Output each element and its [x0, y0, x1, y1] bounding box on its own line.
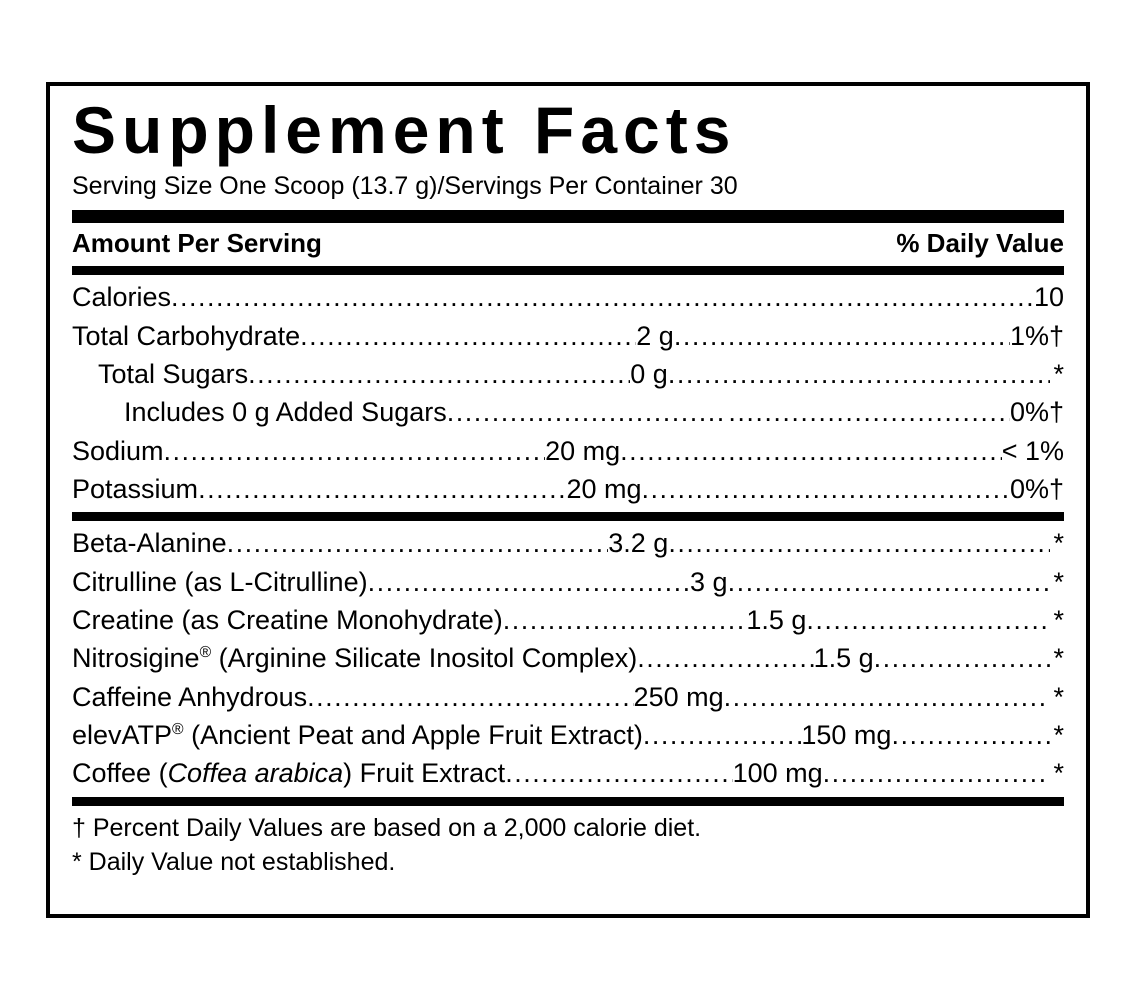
- leader-dots: [728, 563, 1050, 601]
- row-amount: 150 mg: [801, 719, 892, 750]
- leader-dots: [307, 678, 633, 716]
- row-daily-value: 1%†: [1009, 320, 1064, 351]
- leader-dots: [505, 754, 732, 792]
- leader-dots: [620, 432, 1002, 470]
- row-daily-value: *: [1053, 719, 1064, 750]
- leader-dots: [368, 563, 690, 601]
- leader-dots: [171, 278, 1034, 316]
- ingredient-rows: [72, 521, 1064, 792]
- row-daily-value: 0%†: [1009, 473, 1064, 504]
- row-daily-value: *: [1053, 528, 1064, 559]
- row-nutrient-name: Sodium: [72, 435, 164, 466]
- leader-dots: [300, 317, 636, 355]
- leader-dots: [874, 639, 1050, 677]
- table-row: [72, 524, 1064, 562]
- table-row: [72, 601, 1064, 639]
- table-row: [72, 278, 1064, 316]
- row-daily-value: *: [1053, 681, 1064, 712]
- table-row: [72, 639, 1064, 677]
- row-amount: 250 mg: [633, 681, 724, 712]
- table-row: [72, 393, 1064, 431]
- serving-size-line: Serving Size One Scoop (13.7 g)/Servings Per Container 30: [72, 172, 738, 201]
- leader-dots: [724, 678, 1050, 716]
- row-nutrient-name: Calories: [72, 282, 172, 313]
- leader-dots: [637, 639, 813, 677]
- footnote-line: * Daily Value not established.: [72, 847, 396, 876]
- footnotes: [72, 806, 1064, 879]
- row-nutrient-name: Total Carbohydrate: [72, 320, 301, 351]
- amount-per-serving-label: Amount Per Serving: [72, 228, 322, 259]
- leader-dots: [643, 716, 802, 754]
- row-nutrient-name: Nitrosigine® (Arginine Silicate Inositol Complex): [72, 643, 638, 674]
- table-row: [72, 317, 1064, 355]
- table-row: [72, 432, 1064, 470]
- row-nutrient-name: Includes 0 g Added Sugars: [124, 397, 447, 428]
- row-daily-value: < 1%: [1001, 435, 1064, 466]
- nutrition-rows: [72, 275, 1064, 508]
- row-nutrient-name: Caffeine Anhydrous: [72, 681, 308, 712]
- row-amount: 1.5 g: [746, 604, 807, 635]
- row-amount: 3 g: [690, 566, 728, 597]
- row-daily-value: *: [1053, 758, 1064, 789]
- table-row: [72, 678, 1064, 716]
- table-row: [72, 355, 1064, 393]
- leader-dots: [642, 470, 1010, 508]
- divider-bottom: [72, 797, 1064, 806]
- row-amount: 3.2 g: [608, 528, 669, 559]
- table-row: [72, 716, 1064, 754]
- row-nutrient-name: Total Sugars: [98, 358, 249, 389]
- row-amount: 20 mg: [566, 473, 642, 504]
- row-amount: 0 g: [630, 358, 668, 389]
- leader-dots: [668, 355, 1050, 393]
- label-content: [72, 93, 1065, 879]
- row-nutrient-name: elevATP® (Ancient Peat and Apple Fruit Extract): [72, 719, 643, 750]
- row-daily-value: *: [1053, 358, 1065, 389]
- table-row: [72, 470, 1064, 508]
- leader-dots: [198, 470, 566, 508]
- divider-mid: [72, 512, 1064, 521]
- footnote-line: † Percent Daily Values are based on a 2,000 calorie diet.: [72, 813, 702, 842]
- leader-dots: [503, 601, 747, 639]
- row-nutrient-name: Citrulline (as L-Citrulline): [72, 566, 368, 597]
- row-daily-value: *: [1053, 643, 1064, 674]
- row-amount: 1.5 g: [813, 643, 874, 674]
- leader-dots: [823, 754, 1050, 792]
- divider-top: [72, 210, 1064, 223]
- row-daily-value: 0%†: [1009, 397, 1064, 428]
- row-amount: 2 g: [636, 320, 674, 351]
- row-nutrient-name: Coffee (Coffea arabica) Fruit Extract: [72, 758, 506, 789]
- leader-dots: [674, 317, 1010, 355]
- row-amount: 20 mg: [545, 435, 621, 466]
- row-nutrient-name: Creatine (as Creatine Monohydrate): [72, 604, 503, 635]
- leader-dots: [891, 716, 1050, 754]
- column-headers: [72, 223, 1064, 262]
- leader-dots: [728, 393, 1010, 431]
- page-title: Supplement Facts: [72, 93, 737, 167]
- leader-dots: [164, 432, 546, 470]
- row-amount: 100 mg: [732, 758, 823, 789]
- row-amount: 10: [1033, 282, 1064, 313]
- daily-value-label: % Daily Value: [896, 228, 1064, 259]
- row-daily-value: *: [1053, 566, 1064, 597]
- leader-dots: [806, 601, 1050, 639]
- leader-dots: [227, 524, 609, 562]
- supplement-facts-panel: [46, 82, 1090, 918]
- leader-dots: [248, 355, 630, 393]
- leader-dots: [668, 524, 1050, 562]
- row-nutrient-name: Beta-Alanine: [72, 528, 227, 559]
- table-row: [72, 754, 1064, 792]
- leader-dots: [447, 393, 729, 431]
- divider-under-headers: [72, 266, 1064, 275]
- row-daily-value: *: [1053, 604, 1064, 635]
- row-nutrient-name: Potassium: [72, 473, 199, 504]
- table-row: [72, 563, 1064, 601]
